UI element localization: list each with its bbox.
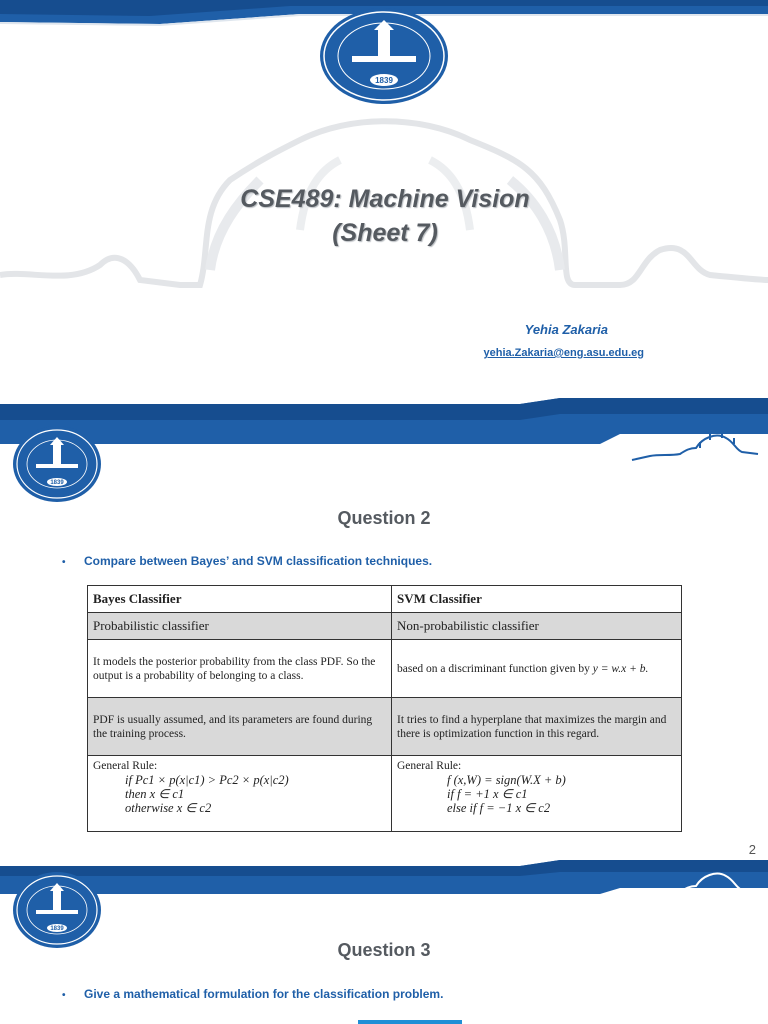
rule-line: if Pc1 × p(x|c1) > Pc2 × p(x|c2): [125, 773, 289, 787]
table-cell: Non-probabilistic classifier: [392, 613, 682, 640]
table-cell: It models the posterior probability from the class PDF. So the output is a probability of belonging to a class.: [88, 640, 392, 698]
bullet-text: Give a mathematical formulation for the classification problem.: [84, 987, 444, 1001]
svm-description: based on a discriminant function given by: [397, 662, 593, 675]
rule-line: otherwise x ∈ c2: [125, 801, 212, 815]
author-name: Yehia Zakaria: [524, 322, 608, 337]
svg-text:1839: 1839: [50, 926, 64, 932]
table-header-row: [88, 586, 682, 613]
title-slide: [0, 0, 768, 390]
title-line-2: (Sheet 7): [332, 219, 438, 247]
accent-bar: [358, 1020, 462, 1024]
table-cell: It tries to find a hyperplane that maximizes the margin and there is optimization function in this regard.: [392, 698, 682, 756]
university-logo: [318, 6, 450, 106]
table-cell: [392, 756, 682, 832]
dome-mini-icon: [630, 868, 760, 904]
svg-text:1839: 1839: [50, 480, 64, 486]
svm-formula: y = w.x + b.: [592, 662, 649, 675]
question-title: Question 2: [337, 508, 431, 528]
table-header-cell: Bayes Classifier: [88, 586, 392, 613]
table-row: [88, 698, 682, 756]
dome-mini-icon: [630, 430, 760, 466]
title-line-1: CSE489: Machine Vision: [240, 185, 530, 213]
rule-line: else if f = −1 x ∈ c2: [447, 801, 551, 815]
table-cell: Probabilistic classifier: [88, 613, 392, 640]
bullet-item: [62, 987, 443, 1001]
bullet-text: Compare between Bayes’ and SVM classification techniques.: [84, 554, 433, 568]
rule-label: General Rule:: [93, 760, 158, 772]
table-row: [88, 640, 682, 698]
bullet-dot-icon: •: [62, 557, 66, 568]
question-3-slide: [0, 860, 768, 1024]
rule-line: if f = +1 x ∈ c1: [447, 787, 528, 801]
table-row: [88, 613, 682, 640]
slide-title: [150, 182, 620, 250]
table-cell: [392, 640, 682, 698]
author-email-link[interactable]: yehia.Zakaria@eng.asu.edu.eg: [483, 347, 644, 359]
question-2-slide: [0, 390, 768, 860]
question-title: Question 3: [337, 940, 431, 960]
bullet-item: [62, 554, 432, 568]
university-logo: [12, 870, 102, 950]
rule-label: General Rule:: [397, 760, 462, 772]
table-cell: PDF is usually assumed, and its parameters are found during the training process.: [88, 698, 392, 756]
university-logo: [12, 424, 102, 504]
rule-line: then x ∈ c1: [125, 787, 185, 801]
table-cell: [88, 756, 392, 832]
bullet-dot-icon: •: [62, 990, 66, 1001]
table-header-cell: SVM Classifier: [392, 586, 682, 613]
comparison-table: [87, 585, 682, 832]
page-number: 2: [748, 842, 756, 857]
table-row: [88, 756, 682, 832]
rule-line: f (x,W) = sign(W.X + b): [447, 773, 566, 787]
svg-text:1839: 1839: [375, 76, 393, 85]
